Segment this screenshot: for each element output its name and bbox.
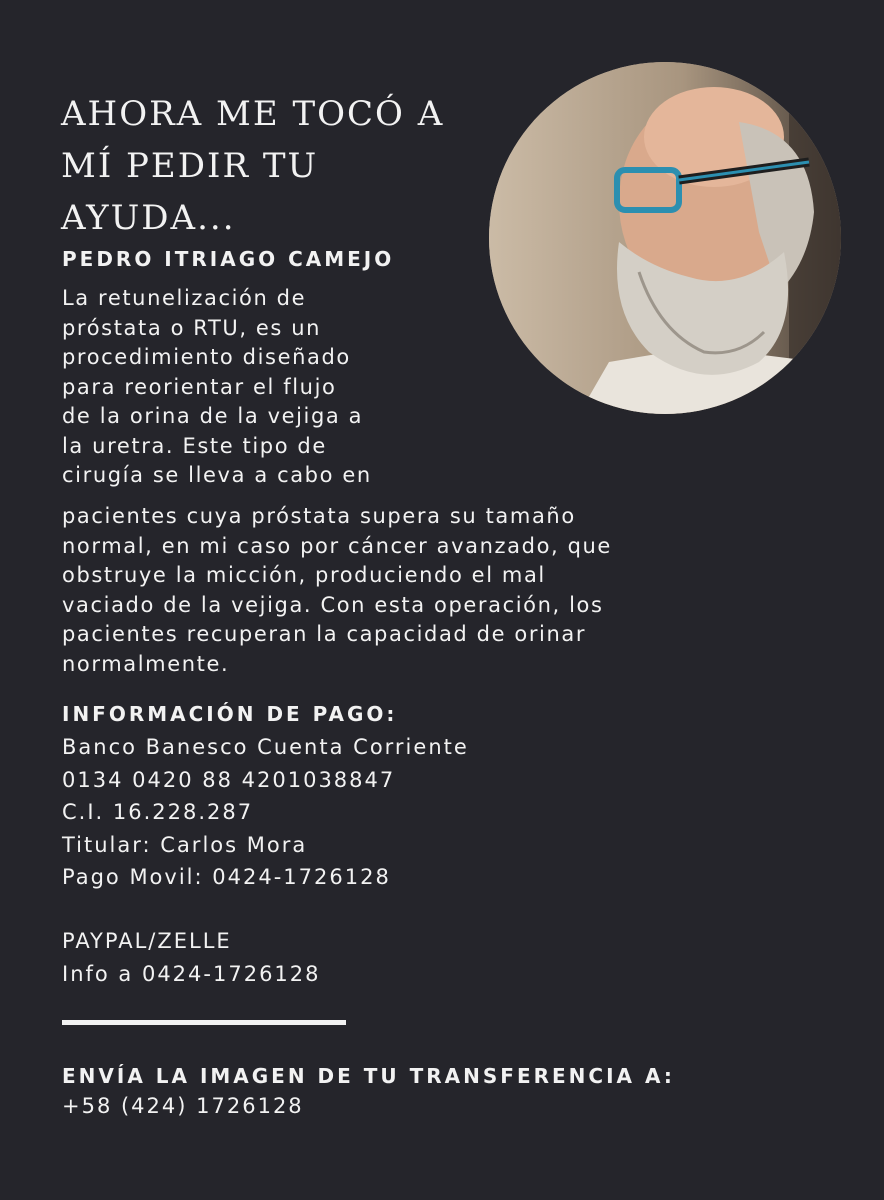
description-line: obstruye la micción, produciendo el mal bbox=[62, 563, 546, 587]
title-line-2: MÍ PEDIR TU bbox=[61, 146, 319, 186]
title-line-1: AHORA ME TOCÓ A bbox=[61, 94, 445, 134]
description-line: próstata o RTU, es un bbox=[62, 315, 322, 340]
paypal-zelle-info: Info a 0424-1726128 bbox=[62, 961, 321, 986]
description-line: normal, en mi caso por cáncer avanzado, que bbox=[62, 533, 612, 558]
send-transfer-title: ENVÍA LA IMAGEN DE TU TRANSFERENCIA A: bbox=[62, 1064, 675, 1088]
divider bbox=[62, 1020, 346, 1025]
account-number: 0134 0420 88 4201038847 bbox=[62, 767, 396, 792]
description-line: normalmente. bbox=[62, 651, 230, 676]
title-line-3: AYUDA... bbox=[61, 198, 236, 238]
bank-name: Banco Banesco Cuenta Corriente bbox=[62, 735, 469, 759]
contact-phone: +58 (424) 1726128 bbox=[62, 1094, 304, 1118]
paypal-zelle-label: PAYPAL/ZELLE bbox=[62, 929, 232, 953]
payment-info-title: INFORMACIÓN DE PAGO: bbox=[62, 702, 398, 726]
payment-details bbox=[62, 731, 469, 894]
description-paragraph-1 bbox=[62, 284, 372, 491]
description-paragraph-2 bbox=[62, 502, 612, 679]
description-line: vaciado de la vejiga. Con esta operación, los bbox=[62, 592, 604, 617]
portrait-illustration bbox=[489, 62, 841, 414]
alternative-payment bbox=[62, 925, 321, 990]
description-line: pacientes recuperan la capacidad de orinar bbox=[62, 622, 587, 646]
description-line: procedimiento diseñado bbox=[62, 345, 351, 369]
description-line: cirugía se lleva a cabo en bbox=[62, 463, 372, 487]
account-holder: Titular: Carlos Mora bbox=[62, 832, 308, 857]
id-number: C.I. 16.228.287 bbox=[62, 800, 254, 824]
page-title bbox=[61, 88, 491, 244]
portrait-photo bbox=[489, 62, 841, 414]
mobile-payment: Pago Movil: 0424-1726128 bbox=[62, 865, 391, 889]
description-line: pacientes cuya próstata supera su tamaño bbox=[62, 504, 576, 528]
description-line: de la orina de la vejiga a bbox=[62, 404, 364, 428]
description-line: para reorientar el flujo bbox=[62, 374, 337, 399]
author-name: PEDRO ITRIAGO CAMEJO bbox=[62, 247, 395, 271]
description-line: La retunelización de bbox=[62, 286, 307, 310]
description-line: la uretra. Este tipo de bbox=[62, 433, 327, 458]
